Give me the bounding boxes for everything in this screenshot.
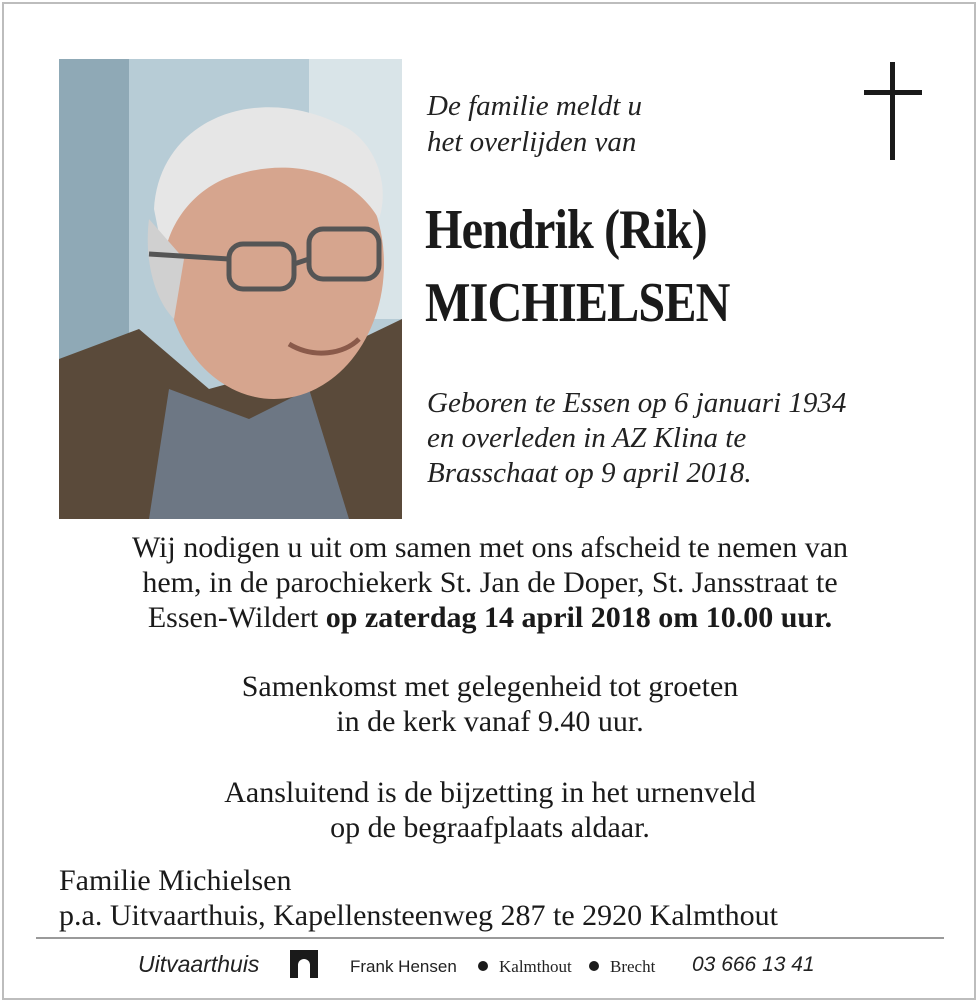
portrait-photo	[59, 59, 402, 519]
first-name: Hendrik (Rik)	[425, 199, 707, 261]
gathering-line-2: in de kerk vanaf 9.40 uur.	[336, 705, 644, 738]
funeral-home-brand: Uitvaarthuis	[138, 951, 260, 977]
cross-icon	[864, 62, 922, 160]
footer-town-kalmthout: Kalmthout	[499, 957, 572, 976]
family-address: p.a. Uitvaarthuis, Kapellensteenweg 287 te 2920 Kalmthout	[59, 899, 778, 932]
family-signature	[59, 863, 778, 933]
footer-phone: 03 666 13 41	[692, 953, 815, 976]
birth-line-1: Geboren te Essen op 6 januari 1934	[427, 387, 847, 419]
deceased-name	[425, 194, 730, 340]
footer	[0, 948, 980, 984]
burial-line-1: Aansluitend is de bijzetting in het urnenveld	[224, 776, 756, 809]
footer-divider	[36, 937, 944, 939]
invitation-place: Essen-Wildert	[147, 601, 326, 634]
last-name: MICHIELSEN	[425, 272, 730, 334]
invitation-line-2: hem, in de parochiekerk St. Jan de Doper, St. Jansstraat te	[142, 566, 838, 599]
gathering-line-1: Samenkomst met gelegenheid tot groeten	[241, 670, 739, 703]
gathering-text	[0, 669, 980, 739]
birth-death-info	[427, 386, 846, 491]
birth-line-2: en overleden in AZ Klina te	[427, 422, 747, 454]
footer-town-brecht: Brecht	[610, 957, 656, 976]
birth-line-3: Brasschaat op 9 april 2018.	[427, 457, 752, 489]
invitation-datetime: op zaterdag 14 april 2018 om 10.00 uur.	[325, 601, 833, 634]
bullet-icon	[589, 961, 599, 971]
burial-text	[0, 775, 980, 845]
funeral-director: Frank Hensen	[350, 957, 457, 976]
bullet-icon	[478, 961, 488, 971]
funeral-home-logo-icon	[290, 950, 318, 978]
invitation-line-3	[0, 600, 980, 635]
family-name: Familie Michielsen	[59, 864, 292, 897]
intro-line-1: De familie meldt u	[427, 90, 643, 122]
invitation-text	[0, 530, 980, 635]
burial-line-2: op de begraafplaats aldaar.	[330, 811, 650, 844]
intro-line-2: het overlijden van	[427, 126, 637, 158]
announcement-intro	[427, 88, 642, 160]
invitation-line-1: Wij nodigen u uit om samen met ons afscheid te nemen van	[131, 531, 849, 564]
